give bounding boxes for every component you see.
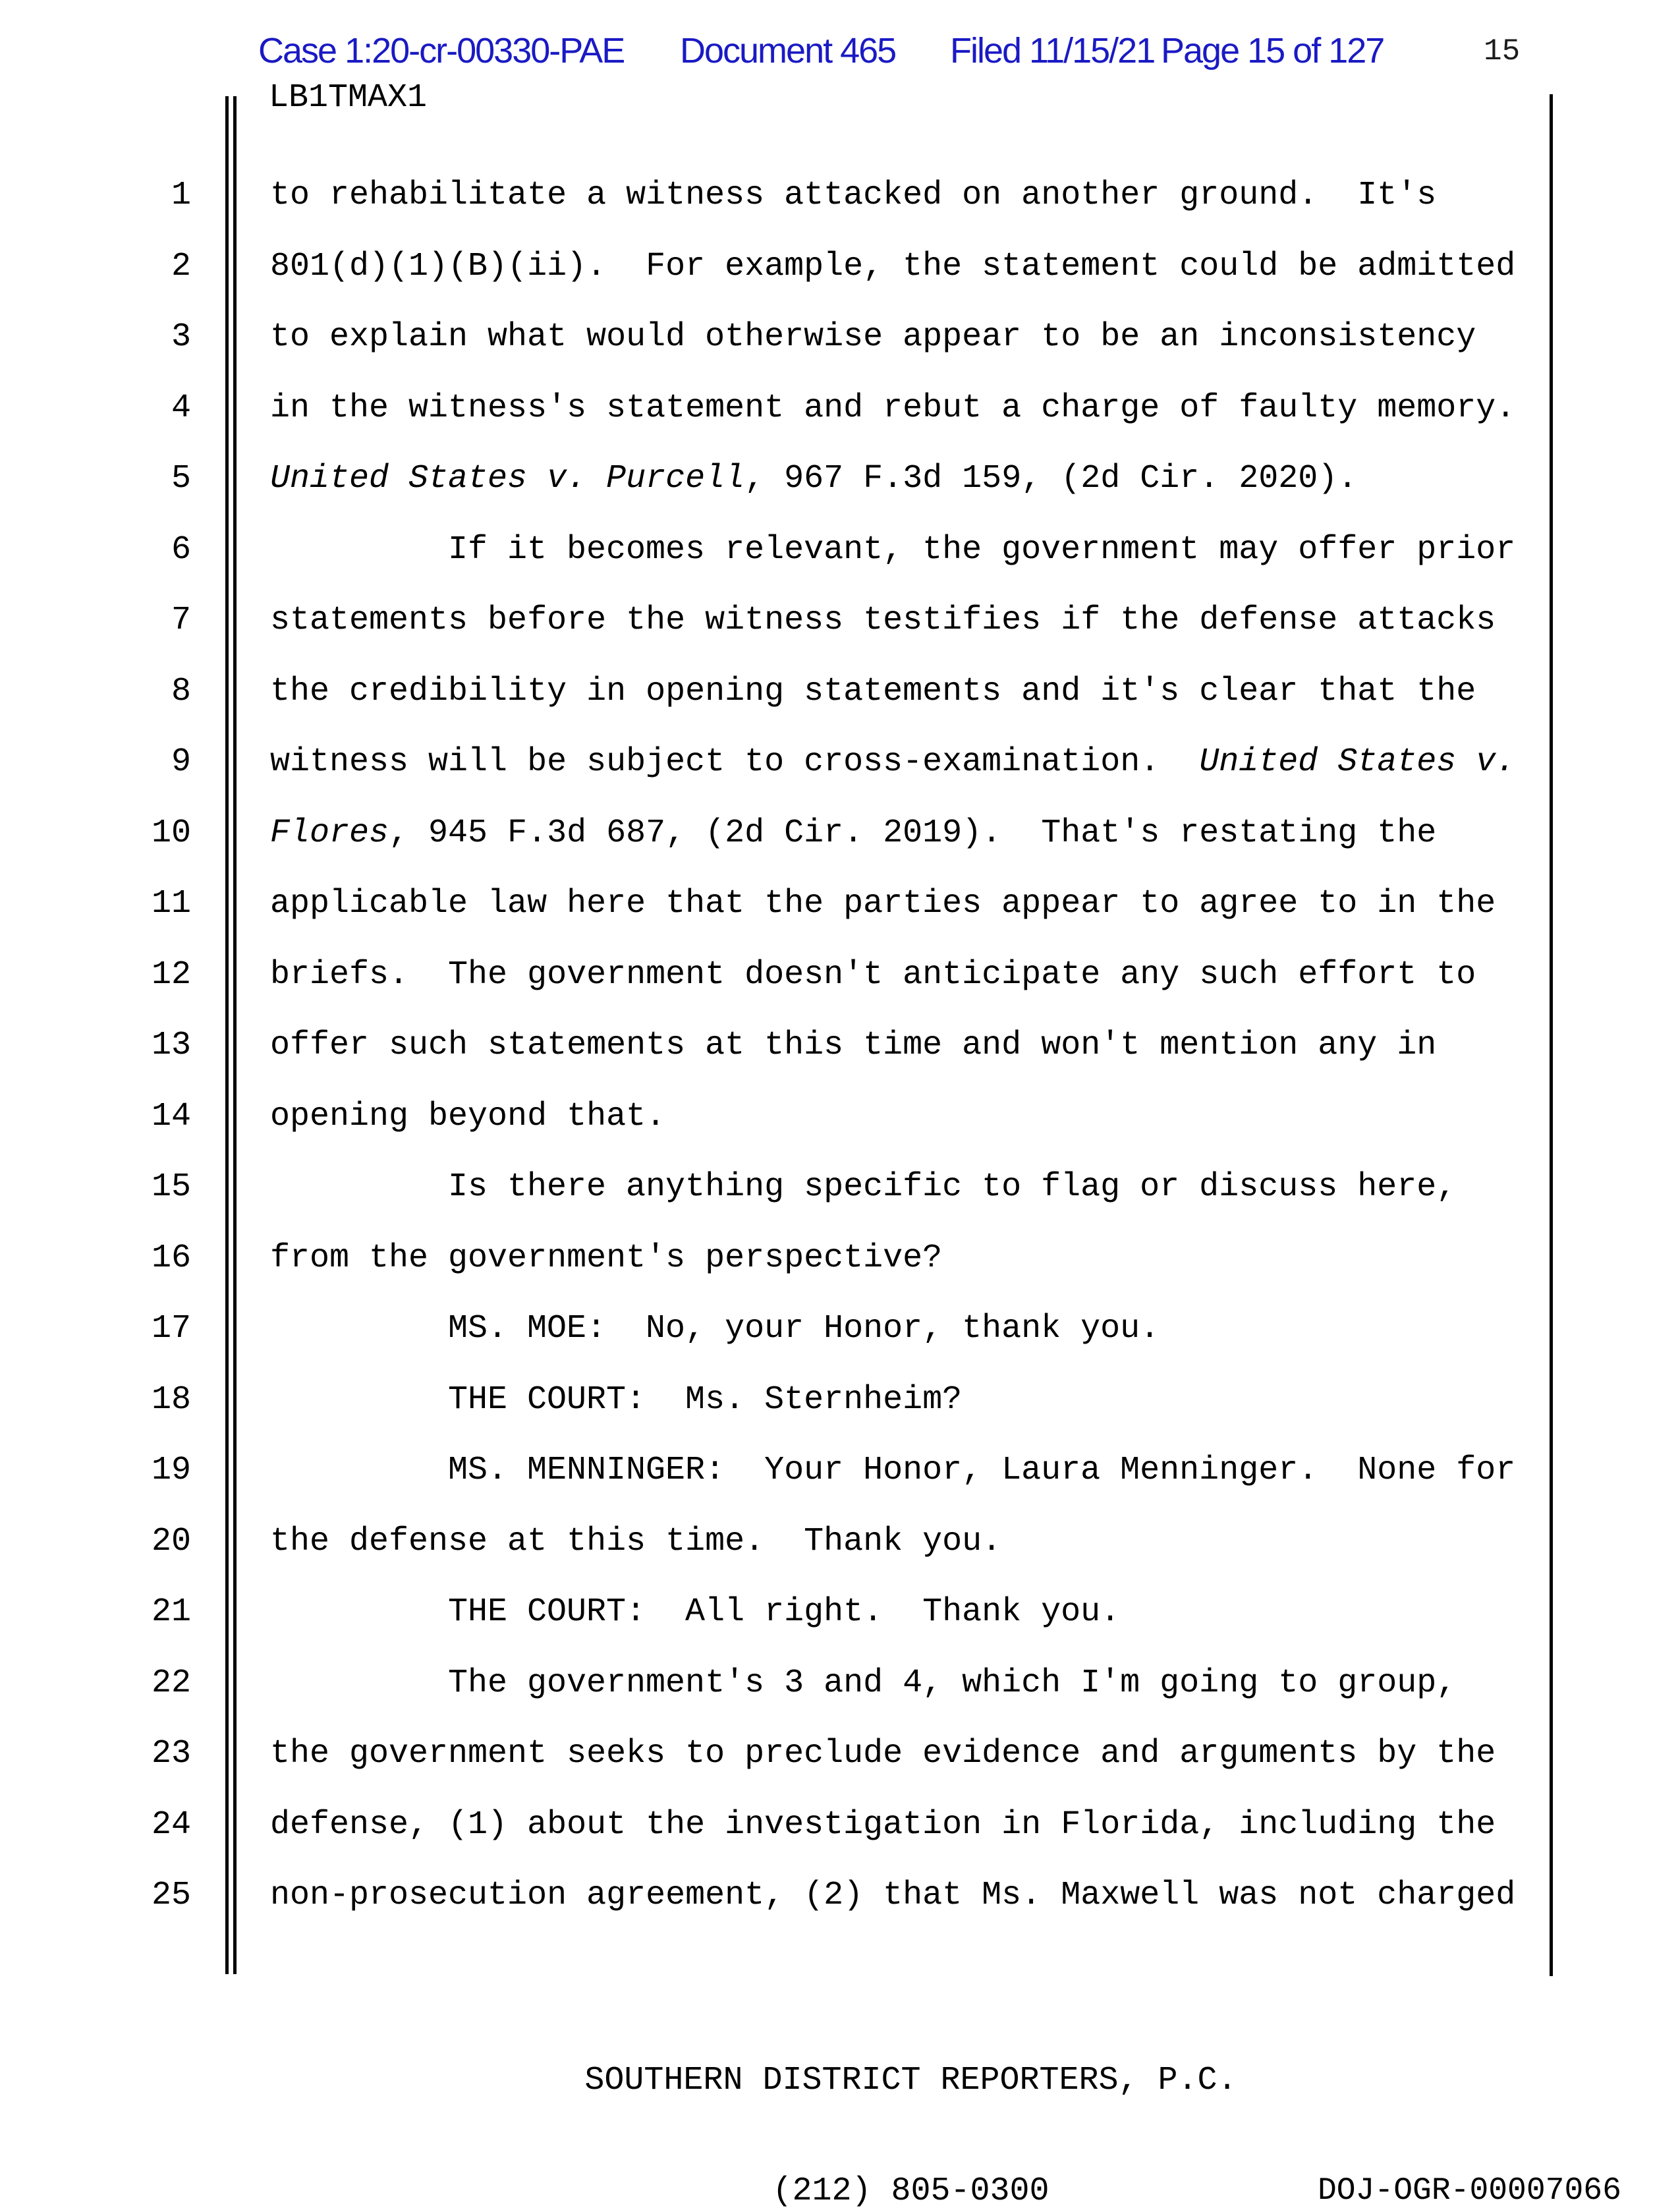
text-segment: from the government's perspective? [270, 1239, 943, 1277]
line-text [270, 1718, 1496, 1790]
transcript-line [0, 1081, 1680, 1152]
transcript-line [0, 1365, 1680, 1436]
line-text [448, 515, 1515, 586]
transcript-line [0, 1577, 1680, 1648]
line-text [270, 585, 1496, 656]
text-segment: If it becomes relevant, the government may offer prior [448, 530, 1516, 569]
transcript-line [0, 585, 1680, 656]
line-text [270, 302, 1476, 373]
line-text [270, 1010, 1436, 1081]
line-number: 25 [151, 1877, 191, 1914]
text-segment: in the witness's statement and rebut a charge of faulty memory. [270, 389, 1516, 427]
line-number: 10 [151, 814, 191, 852]
line-number: 15 [151, 1168, 191, 1206]
text-segment: the defense at this time. Thank you. [270, 1522, 1002, 1560]
line-text [270, 868, 1496, 940]
line-number: 11 [151, 885, 191, 922]
transcript-line [0, 231, 1680, 302]
header-document-number: Document 465 [680, 31, 896, 71]
transcript-line [0, 1223, 1680, 1294]
text-segment: offer such statements at this time and won't mention any in [270, 1027, 1437, 1064]
text-segment: , 945 F.3d 687, (2d Cir. 2019). That's restating the [389, 814, 1437, 852]
line-text [448, 1293, 1160, 1365]
case-citation-italic: United States v. [1199, 743, 1516, 781]
header-case-number: Case 1:20-cr-00330-PAE [258, 31, 625, 71]
text-segment: witness will be subject to cross-examination. [270, 743, 1200, 781]
transcript-line [0, 302, 1680, 373]
line-text [270, 1506, 1001, 1577]
transcript-line [0, 727, 1680, 798]
transcript-line [0, 1435, 1680, 1506]
transcript-line [0, 373, 1680, 444]
line-number: 2 [171, 247, 191, 285]
line-number: 6 [171, 530, 191, 569]
text-segment: non-prosecution agreement, (2) that Ms. Maxwell was not charged [270, 1877, 1516, 1914]
line-text [270, 727, 1515, 798]
line-text [270, 940, 1476, 1011]
line-number: 5 [171, 460, 191, 497]
line-number: 3 [171, 318, 191, 356]
transcript-line [0, 1506, 1680, 1577]
case-citation-italic: United States v. Purcell [270, 460, 745, 497]
line-number: 19 [151, 1452, 191, 1489]
line-number: 9 [171, 743, 191, 781]
text-segment: applicable law here that the parties appear to agree to in the [270, 885, 1496, 922]
text-segment: MS. MENNINGER: Your Honor, Laura Menninger. None for [448, 1452, 1516, 1489]
bates-number: DOJ-OGR-00007066 [1318, 2173, 1621, 2209]
transcript-line [0, 1152, 1680, 1223]
line-number: 14 [151, 1097, 191, 1135]
line-text [448, 1648, 1456, 1719]
text-segment: Is there anything specific to flag or discuss here, [448, 1168, 1457, 1206]
transcript-line [0, 160, 1680, 231]
text-segment: briefs. The government doesn't anticipate any such effort to [270, 955, 1476, 994]
text-segment: statements before the witness testifies if the defense attacks [270, 602, 1496, 639]
transcript-line [0, 1718, 1680, 1790]
line-text [448, 1577, 1120, 1648]
line-number: 24 [151, 1805, 191, 1844]
line-text [270, 160, 1436, 231]
line-number: 17 [151, 1310, 191, 1347]
text-segment: the government seeks to preclude evidence and arguments by the [270, 1735, 1496, 1772]
line-text [270, 1790, 1496, 1861]
line-text [270, 231, 1515, 302]
line-number: 7 [171, 602, 191, 639]
transcript-line [0, 868, 1680, 940]
transcript-line [0, 1010, 1680, 1081]
line-number: 1 [171, 177, 191, 214]
line-number: 21 [151, 1593, 191, 1631]
transcript-line [0, 656, 1680, 727]
transcript-line [0, 443, 1680, 515]
text-segment: , 967 F.3d 159, (2d Cir. 2020). [744, 460, 1358, 497]
text-segment: to rehabilitate a witness attacked on another ground. It's [270, 177, 1437, 214]
text-segment: The government's 3 and 4, which I'm going to group, [448, 1664, 1457, 1702]
line-text [448, 1365, 962, 1436]
text-segment: defense, (1) about the investigation in Florida, including the [270, 1805, 1496, 1844]
text-segment: THE COURT: Ms. Sternheim? [448, 1380, 963, 1419]
text-segment: to explain what would otherwise appear to be an inconsistency [270, 318, 1476, 356]
line-text [270, 1860, 1515, 1931]
text-segment: the credibility in opening statements and it's clear that the [270, 672, 1476, 710]
transcript-code: LB1TMAX1 [269, 79, 428, 117]
line-number: 4 [171, 389, 191, 427]
line-number: 12 [151, 955, 191, 994]
line-text [448, 1435, 1515, 1506]
line-number: 18 [151, 1380, 191, 1419]
transcript-line [0, 1293, 1680, 1365]
transcript-line [0, 515, 1680, 586]
line-text [270, 443, 1357, 515]
text-segment: THE COURT: All right. Thank you. [448, 1593, 1121, 1631]
line-number: 20 [151, 1522, 191, 1560]
reporter-phone: (212) 805-0300 [772, 2172, 1050, 2210]
line-number: 13 [151, 1027, 191, 1064]
transcript-line [0, 1648, 1680, 1719]
line-text [448, 1152, 1456, 1223]
text-segment: opening beyond that. [270, 1097, 666, 1135]
line-text [270, 373, 1515, 444]
line-text [270, 1081, 665, 1152]
line-text [270, 656, 1476, 727]
case-citation-italic: Flores [270, 814, 389, 852]
header-filed-date: Filed 11/15/21 [950, 31, 1155, 71]
line-number: 23 [151, 1735, 191, 1772]
transcript-line [0, 798, 1680, 869]
line-text [270, 798, 1436, 869]
transcript-line [0, 1790, 1680, 1861]
transcript-line [0, 1860, 1680, 1931]
line-text [270, 1223, 942, 1294]
text-segment: 801(d)(1)(B)(ii). For example, the statement could be admitted [270, 247, 1516, 285]
transcript-line [0, 940, 1680, 1011]
header-page-of: Page 15 of 127 [1161, 31, 1384, 71]
reporter-name: SOUTHERN DISTRICT REPORTERS, P.C. [584, 2062, 1237, 2099]
text-segment: MS. MOE: No, your Honor, thank you. [448, 1310, 1160, 1347]
page-number: 15 [1484, 34, 1521, 69]
line-number: 8 [171, 672, 191, 710]
line-number: 16 [151, 1239, 191, 1277]
line-number: 22 [151, 1664, 191, 1702]
